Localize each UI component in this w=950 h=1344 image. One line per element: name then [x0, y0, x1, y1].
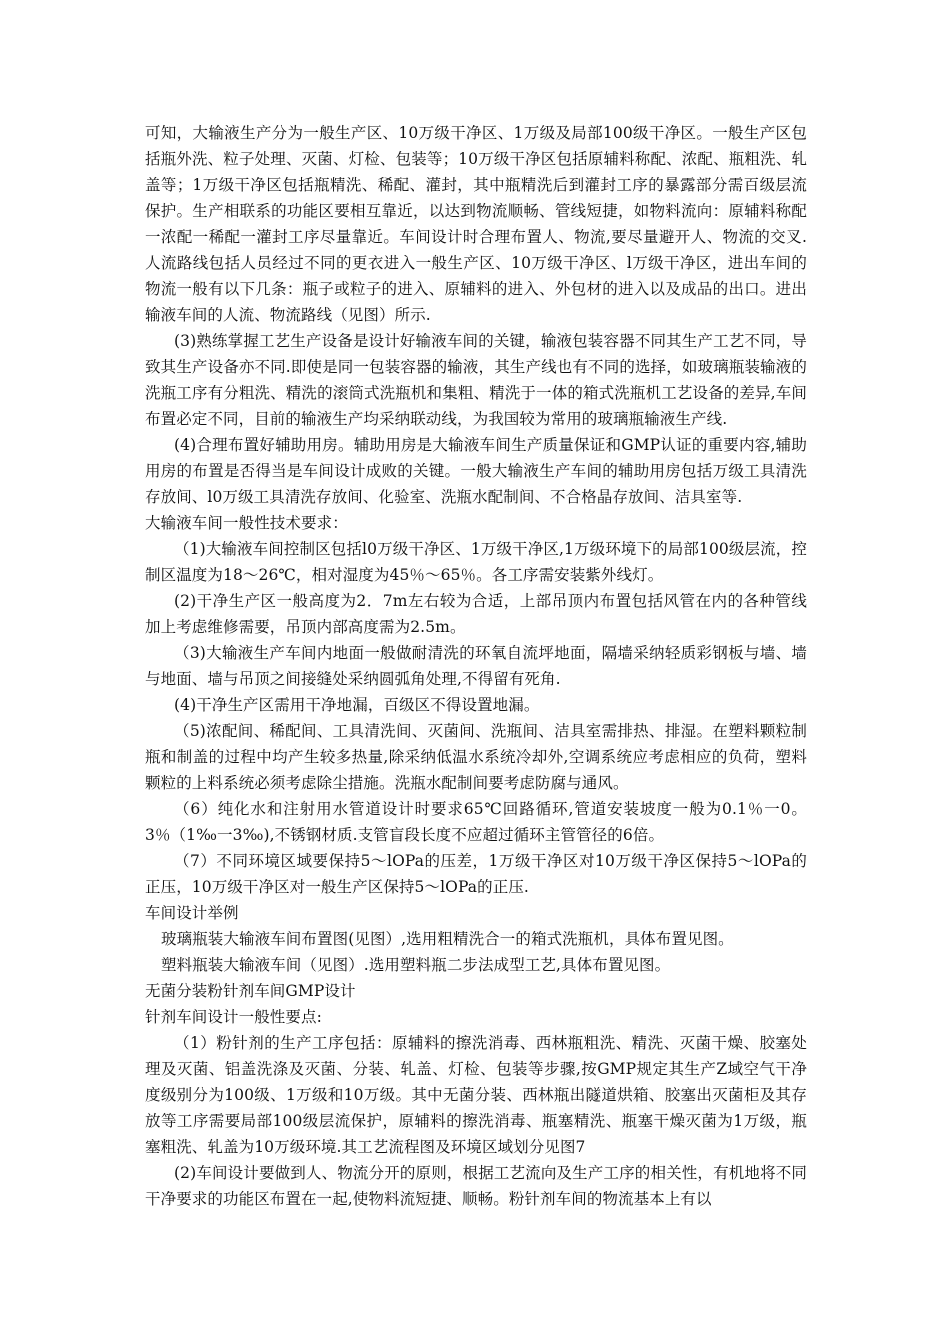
paragraph-process-equipment: (3)熟练掌握工艺生产设备是设计好输液车间的关键，输液包装容器不同其生产工艺不同，导致其生产设备亦不同.即使是同一包装容器的输液，其生产线也有不同的选择，如玻璃瓶装输液的洗瓶工序有分粗洗、精洗的滚筒式洗瓶机和集粗、精洗于一体的箱式洗瓶机工艺设备的差异,车间布置必定不同，目前的输液生产均采纳联动线，为我国较为常用的玻璃瓶输液生产线.	[145, 332, 807, 428]
requirement-item-3: （3)大输液生产车间内地面一般做耐清洗的环氧自流坪地面，隔墙采纳轻质彩钢板与墙、墙与地面、墙与吊顶之间接缝处采纳圆弧角处理,不得留有死角.	[145, 644, 807, 688]
section-heading-injection-design-points: 针剂车间设计一般性要点:	[145, 1008, 322, 1026]
paragraph-zoning-overview: 可知，大输液生产分为一般生产区、10万级干净区、1万级及局部100级干净区。一般生产区包括瓶外洗、粒子处理、灭菌、灯检、包装等；10万级干净区包括原辅料称配、浓配、瓶粗洗、轧盖等；1万级干净区包括瓶精洗、稀配、灌封，其中瓶精洗后到灌封工序的暴露部分需百级层流保护。生产相联系的功能区要相互靠近，以达到物流顺畅、管线短捷，如物料流向：原辅料称配一浓配一稀配一灌封工序尽量靠近。车间设计时合理布置人、物流,要尽量避开人、物流的交叉.人流路线包括人员经过不同的更衣进入一般生产区、10万级干净区、l万级干净区，进出车间的物流一般有以下几条：瓶子或粒子的进入、原辅料的进入、外包材的进入以及成品的出口。进出输液车间的人流、物流路线（见图）所示.	[145, 124, 807, 324]
document-body	[145, 120, 807, 1212]
requirement-item-5: （5)浓配间、稀配间、工具清洗间、灭菌间、洗瓶间、洁具室需排热、排湿。在塑料颗粒制瓶和制盖的过程中均产生较多热量,除采纳低温水系统冷却外,空调系统应考虑相应的负荷，塑料颗粒的上料系统必须考虑除尘措施。洗瓶水配制间要考虑防腐与通风。	[145, 722, 807, 792]
section-heading-technical-requirements: 大输液车间一般性技术要求：	[145, 514, 348, 532]
requirement-item-4: (4)干净生产区需用干净地漏，百级区不得设置地漏。	[174, 696, 540, 714]
example-plastic-bottle: 塑料瓶装大输液车间（见图）.选用塑料瓶二步法成型工艺,具体布置见图。	[161, 956, 671, 974]
paragraph-auxiliary-rooms: (4)合理布置好辅助用房。辅助用房是大输液车间生产质量保证和GMP认证的重要内容,辅助用房的布置是否得当是车间设计成败的关键。一般大输液生产车间的辅助用房包括万级工具清洗存放间、l0万级工具清洗存放间、化验室、洗瓶水配制间、不合格晶存放间、洁具室等.	[145, 436, 807, 506]
design-point-2: (2)车间设计要做到人、物流分开的原则，根据工艺流向及生产工序的相关性，有机地将不同干净要求的功能区布置在一起,使物料流短捷、顺畅。粉针剂车间的物流基本上有以	[145, 1164, 807, 1208]
design-point-1: （1）粉针剂的生产工序包括：原辅料的擦洗消毒、西林瓶粗洗、精洗、灭菌干燥、胶塞处理及灭菌、铝盖洗涤及灭菌、分装、轧盖、灯检、包装等步骤,按GMP规定其生产Z域空气干净度级别分为100级、1万级和10万级。其中无菌分装、西林瓶出隧道烘箱、胶塞出灭菌柜及其存放等工序需要局部100级层流保护，原辅料的擦洗消毒、瓶塞精洗、瓶塞干燥灭菌为1万级，瓶塞粗洗、轧盖为10万级环境.其工艺流程图及环境区域划分见图7	[145, 1034, 807, 1156]
requirement-item-7: （7）不同环境区域要保持5～lOPa的压差，1万级干净区对10万级干净区保持5～lOPa的正压，10万级干净区对一般生产区保持5～lOPa的正压.	[145, 852, 807, 896]
example-glass-bottle: 玻璃瓶装大输液车间布置图(见图）,选用粗精洗合一的箱式洗瓶机，具体布置见图。	[161, 930, 734, 948]
requirement-item-2: (2)干净生产区一般高度为2．7m左右较为合适，上部吊顶内布置包括风管在内的各种管线加上考虑维修需要，吊顶内部高度需为2.5m。	[145, 592, 807, 636]
section-heading-powder-injection-gmp: 无菌分装粉针剂车间GMP设计	[145, 982, 356, 1000]
requirement-item-1: （1)大输液车间控制区包括l0万级干净区、1万级干净区,1万级环境下的局部100级层流，控制区温度为18～26℃，相对湿度为45％～65％。各工序需安装紫外线灯。	[145, 540, 807, 584]
section-heading-design-examples: 车间设计举例	[145, 904, 239, 922]
requirement-item-6: （6）纯化水和注射用水管道设计时要求65℃回路循环,管道安装坡度一般为0.1％一0。3％（1‰一3‰),不锈钢材质.支管盲段长度不应超过循环主管管径的6倍。	[145, 800, 807, 844]
